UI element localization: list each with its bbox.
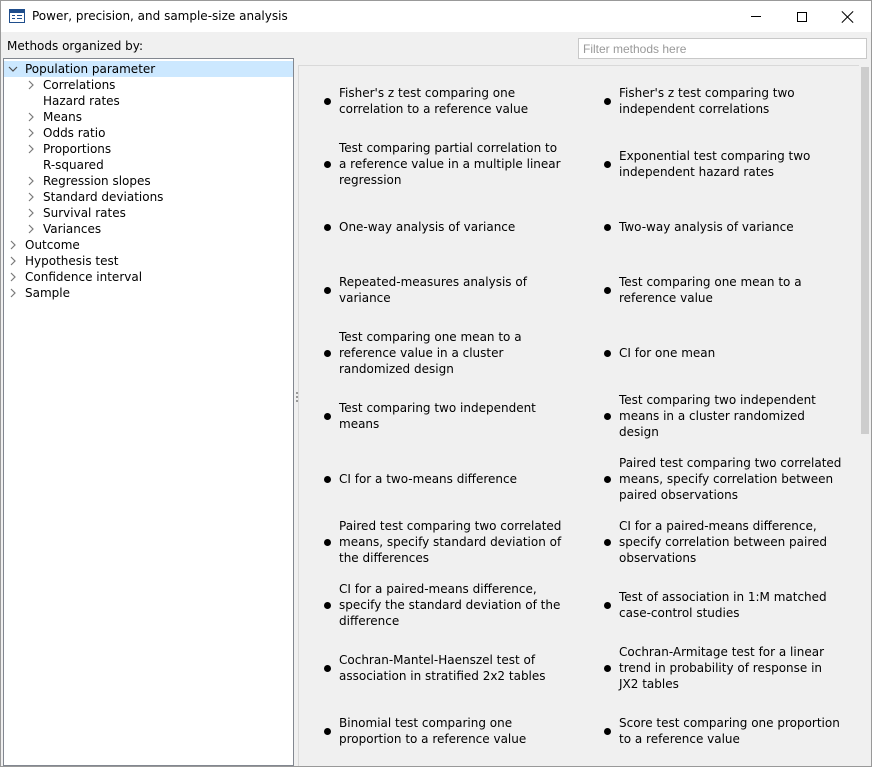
- method-link[interactable]: [604, 71, 844, 131]
- method-link[interactable]: [604, 449, 844, 509]
- bullet-icon: [324, 602, 331, 609]
- tree-item[interactable]: [4, 173, 293, 189]
- bullet-icon: [604, 539, 611, 546]
- chevron-right-icon[interactable]: [26, 176, 36, 186]
- method-label: CI for a paired-means difference, specify correlation between paired observations: [619, 519, 827, 565]
- method-link[interactable]: [604, 134, 844, 194]
- method-link[interactable]: [324, 260, 564, 320]
- method-link[interactable]: [604, 197, 844, 257]
- chevron-right-icon[interactable]: [8, 240, 18, 250]
- tree-item[interactable]: [4, 237, 293, 253]
- tree-item[interactable]: [4, 205, 293, 221]
- method-link[interactable]: [324, 134, 564, 194]
- method-label: One-way analysis of variance: [339, 220, 516, 234]
- tree-item[interactable]: [4, 157, 293, 173]
- method-link[interactable]: [604, 323, 844, 383]
- bullet-icon: [324, 413, 331, 420]
- method-label: Test comparing one mean to a reference value: [619, 275, 802, 305]
- chevron-right-icon[interactable]: [26, 224, 36, 234]
- bullet-icon: [324, 728, 331, 735]
- chevron-right-icon[interactable]: [26, 192, 36, 202]
- method-category-tree[interactable]: [3, 58, 294, 766]
- maximize-button[interactable]: [779, 1, 825, 32]
- bullet-icon: [604, 602, 611, 609]
- method-label: Cochran-Mantel-Haenszel test of association in stratified 2x2 tables: [339, 653, 546, 683]
- chevron-right-icon[interactable]: [8, 272, 18, 282]
- tree-item[interactable]: [4, 93, 293, 109]
- tree-item[interactable]: [4, 285, 293, 301]
- method-label: CI for a two-means difference: [339, 472, 517, 486]
- method-label: Paired test comparing two correlated means, specify standard deviation of the differences: [339, 519, 562, 565]
- bullet-icon: [324, 287, 331, 294]
- minimize-button[interactable]: [733, 1, 779, 32]
- tree-item-label: Regression slopes: [43, 174, 151, 188]
- method-link[interactable]: [324, 512, 564, 572]
- tree-item-label: Odds ratio: [43, 126, 106, 140]
- method-link[interactable]: [604, 638, 844, 698]
- method-label: Test comparing one mean to a reference value in a cluster randomized design: [339, 330, 522, 376]
- method-link[interactable]: [324, 638, 564, 698]
- methods-scrollbar[interactable]: [859, 65, 871, 766]
- method-label: Fisher's z test comparing two independent correlations: [619, 86, 795, 116]
- tree-item-label: Proportions: [43, 142, 112, 156]
- tree-item-label: Confidence interval: [25, 270, 143, 284]
- method-link[interactable]: [604, 575, 844, 635]
- minimize-icon: [751, 16, 761, 17]
- close-icon: [842, 11, 854, 23]
- app-window-icon: [9, 9, 25, 23]
- method-label: CI for one mean: [619, 346, 716, 360]
- method-label: Test of association in 1:M matched case-control studies: [619, 590, 827, 620]
- bullet-icon: [604, 287, 611, 294]
- method-label: Test comparing two independent means: [339, 401, 536, 431]
- tree-item-label: R-squared: [43, 158, 104, 172]
- tree-item[interactable]: [4, 253, 293, 269]
- tree-item[interactable]: [4, 221, 293, 237]
- chevron-right-icon[interactable]: [8, 288, 18, 298]
- method-link[interactable]: [604, 512, 844, 572]
- tree-item-label: Variances: [43, 222, 102, 236]
- chevron-right-icon[interactable]: [26, 144, 36, 154]
- tree-item-label: Hazard rates: [43, 94, 120, 108]
- method-link[interactable]: [324, 386, 564, 446]
- chevron-right-icon[interactable]: [8, 256, 18, 266]
- bullet-icon: [324, 161, 331, 168]
- method-link[interactable]: [324, 71, 564, 131]
- tree-item[interactable]: [4, 269, 293, 285]
- bullet-icon: [604, 98, 611, 105]
- tree-item-label: Correlations: [43, 78, 116, 92]
- method-label: Paired test comparing two correlated means, specify correlation between paired observations: [619, 456, 842, 502]
- filter-methods-input[interactable]: [578, 38, 867, 59]
- method-label: Fisher's z test comparing one correlation to a reference value: [339, 86, 529, 116]
- maximize-icon: [797, 12, 807, 22]
- method-label: Exponential test comparing two independent hazard rates: [619, 149, 811, 179]
- tree-item-label: Hypothesis test: [25, 254, 119, 268]
- window-title: Power, precision, and sample-size analysis: [32, 9, 288, 23]
- method-link[interactable]: [324, 323, 564, 383]
- tree-item-label: Population parameter: [25, 62, 156, 76]
- tree-item-label: Sample: [25, 286, 70, 300]
- bullet-icon: [324, 224, 331, 231]
- bullet-icon: [324, 665, 331, 672]
- methods-list: [298, 65, 859, 766]
- tree-item[interactable]: [4, 189, 293, 205]
- bullet-icon: [324, 350, 331, 357]
- method-link[interactable]: [324, 197, 564, 257]
- chevron-right-icon[interactable]: [26, 112, 36, 122]
- method-label: Score test comparing one proportion to a reference value: [619, 716, 840, 746]
- method-label: Test comparing partial correlation to a reference value in a multiple linear regression: [339, 141, 561, 187]
- tree-item[interactable]: [4, 141, 293, 157]
- bullet-icon: [324, 98, 331, 105]
- method-link[interactable]: [324, 449, 564, 509]
- bullet-icon: [604, 224, 611, 231]
- bullet-icon: [604, 161, 611, 168]
- method-link[interactable]: [324, 575, 564, 635]
- bullet-icon: [604, 476, 611, 483]
- title-bar: [1, 1, 871, 32]
- chevron-down-icon[interactable]: [8, 64, 18, 74]
- bullet-icon: [324, 476, 331, 483]
- close-button[interactable]: [825, 1, 871, 32]
- bullet-icon: [324, 539, 331, 546]
- tree-item-label: Standard deviations: [43, 190, 164, 204]
- method-link[interactable]: [604, 260, 844, 320]
- tree-item[interactable]: [4, 109, 293, 125]
- scrollbar-thumb[interactable]: [861, 67, 869, 434]
- method-link[interactable]: [324, 701, 564, 761]
- bullet-icon: [604, 413, 611, 420]
- chevron-right-icon[interactable]: [26, 128, 36, 138]
- tree-item-label: Survival rates: [43, 206, 126, 220]
- method-label: Repeated-measures analysis of variance: [339, 275, 527, 305]
- tree-item[interactable]: [4, 125, 293, 141]
- chevron-right-icon[interactable]: [26, 80, 36, 90]
- chevron-right-icon[interactable]: [26, 208, 36, 218]
- method-link[interactable]: [604, 386, 844, 446]
- method-label: Test comparing two independent means in a cluster randomized design: [619, 393, 816, 439]
- method-link[interactable]: [604, 701, 844, 761]
- methods-organized-by-label: Methods organized by:: [7, 39, 144, 53]
- tree-item[interactable]: [4, 77, 293, 93]
- method-label: Cochran-Armitage test for a linear trend in probability of response in JX2 tables: [619, 645, 824, 691]
- tree-item-label: Means: [43, 110, 82, 124]
- tree-item[interactable]: [4, 61, 293, 77]
- tree-item-label: Outcome: [25, 238, 80, 252]
- bullet-icon: [604, 728, 611, 735]
- bullet-icon: [604, 665, 611, 672]
- method-label: CI for a paired-means difference, specify the standard deviation of the difference: [339, 582, 561, 628]
- method-label: Two-way analysis of variance: [619, 220, 794, 234]
- bullet-icon: [604, 350, 611, 357]
- method-label: Binomial test comparing one proportion to a reference value: [339, 716, 527, 746]
